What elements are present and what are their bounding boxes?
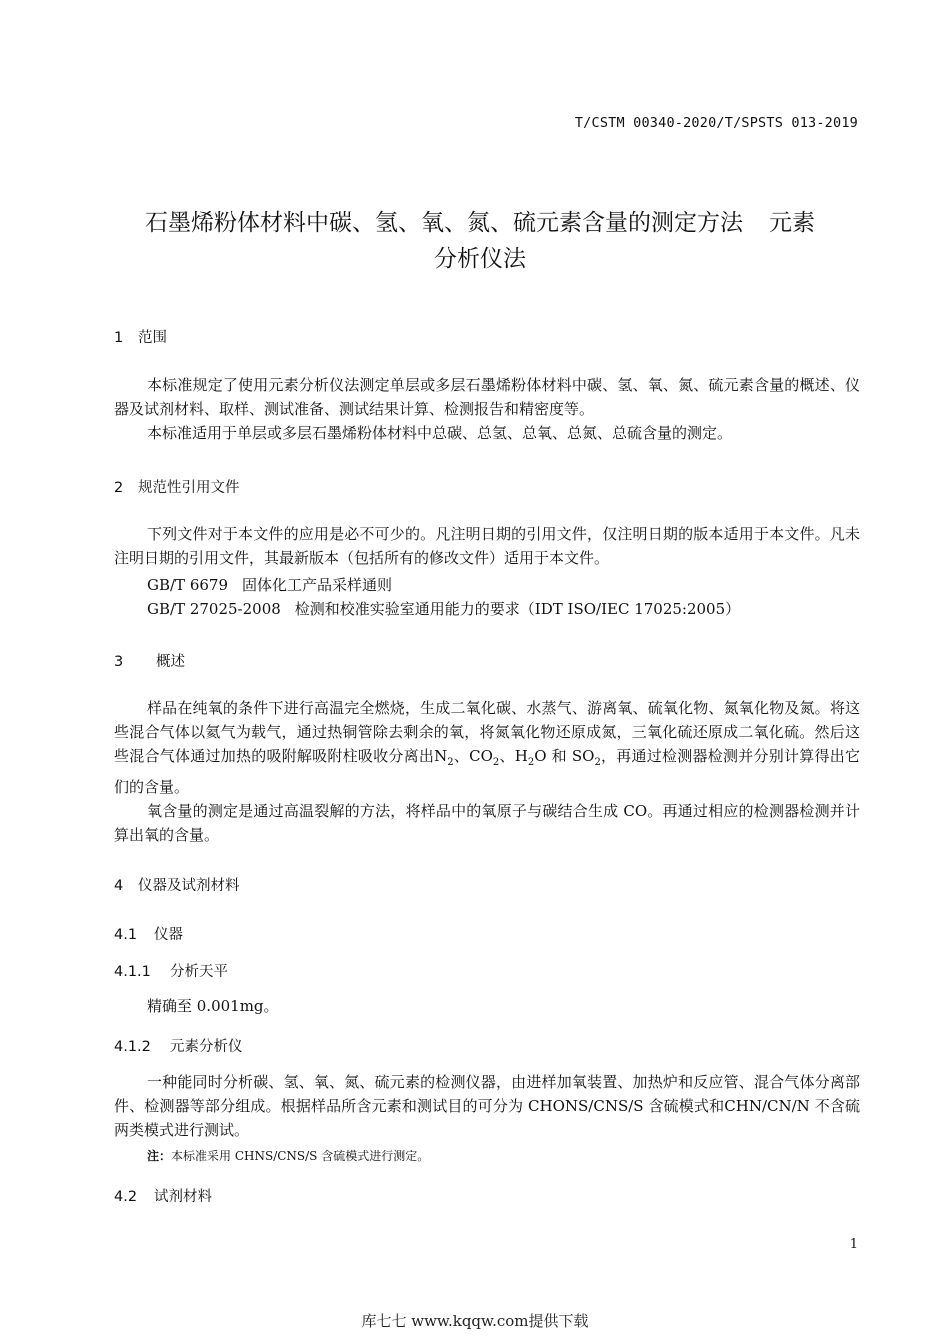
subsection-4-2-heading [114,1185,212,1206]
paragraph: 本标准适用于单层或多层石墨烯粉体材料中总碳、总氢、总氧、总氮、总硫含量的测定。 [147,424,733,442]
section-1-body [114,373,860,445]
section-title: 元素分析仪 [170,1039,243,1055]
section-number: 4.1 [114,927,138,943]
section-2-body [114,522,860,570]
section-1-heading [114,326,167,347]
formula-so2: $SO_2$ [571,747,601,768]
section-3-body [114,696,860,847]
paragraph: 本标准规定了使用元素分析仪法测定单层或多层石墨烯粉体材料中碳、氢、氧、氮、硫元素含量的概述、仪器及试剂材料、取样、测试准备、测试结果计算、检测报告和精密度等。 [114,376,860,418]
section-number: 4 [114,878,124,894]
subsection-4-1-2-heading [114,1035,243,1056]
title-line1-main: 石墨烯粉体材料中碳、氢、氧、氮、硫元素含量的测定方法 [145,210,743,236]
subsection-4-1-1-body [114,994,860,1018]
paragraph: 样品在纯氧的条件下进行高温完全燃烧，生成二氧化碳、水蒸气、游离氧、硫氧化物、氮氧化物及氮。将这些混合气体以氦气为载气，通过热铜管除去剩余的氧，将氮氧化物还原成氮，三氧化硫还原成二氧化硫。然后这些混合气体通过加热的吸附解吸附柱吸收分离出$N_2$、$CO_2$、$H_2O$ 和 $SO_2$，再通过检测器检测并分别计算得出它们的含量。 [114,699,860,796]
standard-code: T/CSTM 00340-2020/T/SPSTS 013-2019 [574,115,858,131]
section-title: 仪器 [154,927,183,943]
section-3-heading [114,650,185,671]
text-run: ，再通过检测器检测并分别计算得出它们的含量。 [114,747,860,796]
formula-n2: $N_2$ [434,747,454,768]
section-number: 4.1.2 [114,1039,151,1055]
formula-co2: $CO_2$ [469,747,500,768]
reference-item [147,598,740,619]
section-number: 2 [114,480,124,496]
reference-title: 固体化工产品采样通则 [242,576,393,594]
section-number: 4.2 [114,1189,138,1205]
paragraph: 下列文件对于本文件的应用是必不可少的。凡注明日期的引用文件，仅注明日期的版本适用于本文件。凡未注明日期的引用文件，其最新版本（包括所有的修改文件）适用于本文件。 [114,525,860,567]
paragraph: 一种能同时分析碳、氢、氧、氮、硫元素的检测仪器，由进样加氧装置、加热炉和反应管、混合气体分离部件、检测器等部分组成。根据样品所含元素和测试目的可分为 CHONS/CNS/S 含硫模式和CHN/CN/N 不含硫两类模式进行测试。 [114,1073,860,1139]
page-number: 1 [849,1237,858,1252]
title-line2: 分析仪法 [434,246,526,272]
subsection-4-1-heading [114,923,183,944]
title-line1-tail: 元素 [769,210,815,236]
section-title: 仪器及试剂材料 [138,878,240,894]
section-title: 试剂材料 [154,1189,212,1205]
formula-h2o: $H_2O$ [514,747,547,768]
paragraph: 氧含量的测定是通过高温裂解的方法，将样品中的氧原子与碳结合生成 CO。再通过相应的检测器检测并计算出氧的含量。 [114,802,860,844]
section-4-heading [114,874,240,895]
section-number: 1 [114,330,124,346]
document-title [100,205,860,277]
reference-code: GB/T 6679 [147,576,229,594]
note-label: 注： [147,1149,172,1163]
subsection-4-1-1-heading [114,960,228,981]
section-number: 4.1.1 [114,964,151,980]
section-title: 范围 [138,330,167,346]
reference-title: 检测和校准实验室通用能力的要求（IDT ISO/IEC 17025:2005） [294,600,741,618]
section-2-heading [114,476,240,497]
section-title: 概述 [156,654,185,670]
section-number: 3 [114,654,124,670]
section-title: 规范性引用文件 [138,480,240,496]
note-text: 本标准采用 CHNS/CNS/S 含硫模式进行测定。 [171,1149,430,1163]
reference-code: GB/T 27025-2008 [147,600,281,618]
text-run: 样品在纯氧的条件下进行高温完全燃烧，生成二氧化碳、水蒸气、游离氧、硫氧化物、氮氧化物及氮。将这些混合气体以氦气为载气，通过热铜管除去剩余的氧，将氮氧化物还原成氮，三氧化硫还原成二氧化硫。然后这些混合气体通过加热的吸附解吸附柱吸收分离出 [114,699,860,765]
subsection-4-1-2-body [114,1070,860,1142]
paragraph: 精确至 0.001mg。 [147,997,279,1015]
section-title: 分析天平 [170,964,228,980]
reference-item [147,574,392,595]
download-footer: 库七七 www.kqqw.com提供下载 [361,1312,589,1330]
note [147,1147,429,1164]
